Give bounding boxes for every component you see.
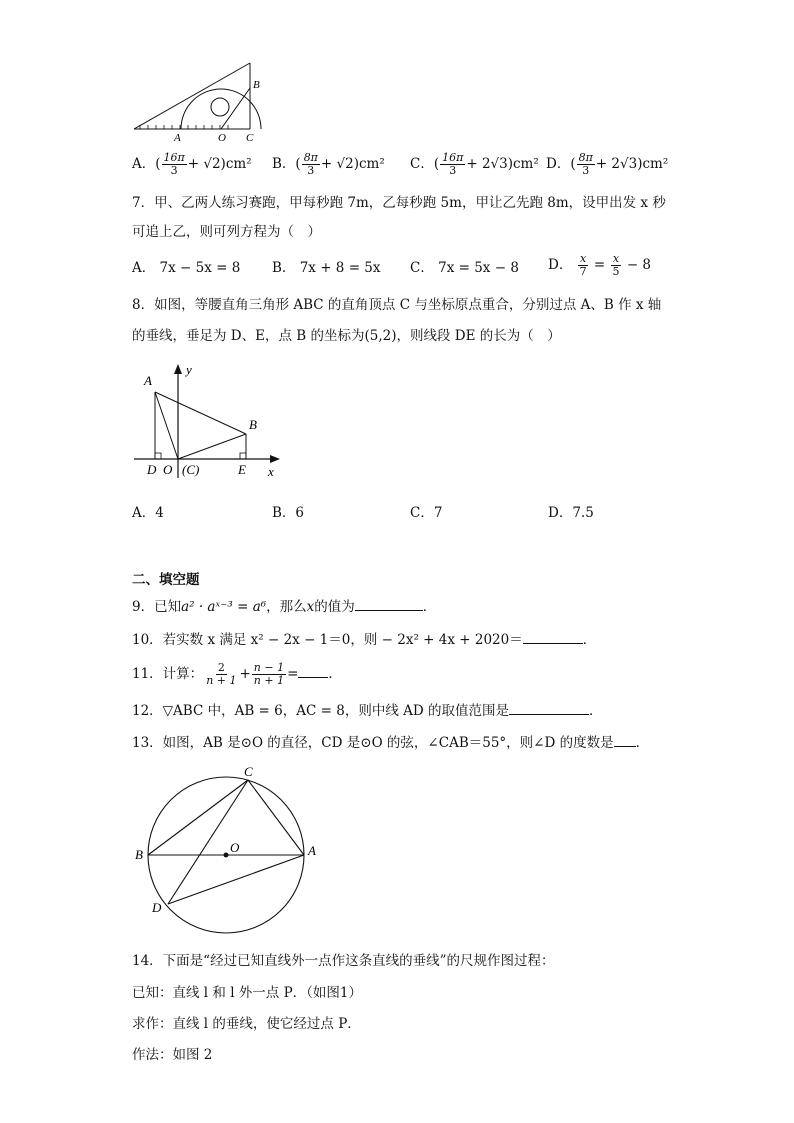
q8-label-e: E [238, 462, 246, 477]
q8-option-a[interactable]: A．4 [132, 505, 164, 521]
q10-text: 10．若实数 x 满足 x² − 2x − 1＝0，则 − 2x² + 4x + 2020＝ ． [132, 629, 596, 650]
q8-label-a: A [144, 373, 152, 388]
q7-option-b[interactable]: B． 7x + 8 = 5x [272, 260, 381, 276]
q6-label-o: O [218, 132, 226, 144]
q13-label-a: A [308, 843, 316, 858]
q14-text-line4: 作法：如图 2 [132, 1047, 213, 1063]
q14-text-line1: 14．下面是“经过已知直线外一点作这条直线的垂线”的尺规作图过程： [132, 953, 555, 969]
q8-option-d[interactable]: D．7.5 [548, 505, 594, 521]
q9-answer-blank[interactable] [355, 596, 423, 611]
q13-answer-blank[interactable] [614, 732, 636, 747]
q8-label-c: (C) [182, 462, 200, 477]
q13-figure-circle [130, 762, 330, 937]
q8-label-d: D [147, 462, 157, 477]
section-title-fill-in: 二、填空题 [132, 572, 200, 588]
q6-label-b: B [253, 79, 260, 91]
q6-option-d[interactable]: D．( $\frac{8\pi}{3}$ + 2√3)cm² [546, 151, 669, 177]
q8-label-y: y [186, 362, 192, 377]
q8-figure [130, 360, 290, 480]
q6-option-b[interactable]: B．( $\frac{8\pi}{3}$ + √2)cm² [272, 151, 385, 177]
q14-text-line2: 已知：直线 l 和 l 外一点 P．（如图1） [132, 985, 363, 1001]
q8-label-b: B [249, 417, 257, 432]
q8-label-x: x [268, 464, 274, 479]
q8-text-line1: 8．如图，等腰直角三角形 ABC 的直角顶点 C 与坐标原点重合，分别过点 A、B 作 x 轴 [132, 297, 662, 313]
q13-label-c: C [244, 764, 253, 779]
q7-option-a[interactable]: A． 7x − 5x = 8 [132, 260, 241, 276]
q6-figure [128, 58, 278, 144]
q9-text: 9．已知a² · aˣ⁻³ = a⁶，那么x的值为 ． [132, 596, 436, 617]
q13-label-o: O [230, 840, 240, 855]
q7-text-line2: 可追上乙，则可列方程为（ ） [132, 224, 321, 240]
q11-answer-blank[interactable] [298, 663, 328, 678]
q6-label-c: C [246, 132, 254, 144]
q13-text: 13．如图，AB 是⊙O 的直径，CD 是⊙O 的弦，∠CAB＝55°，则∠D 的度数是 ． [132, 732, 649, 753]
q13-label-d: D [152, 900, 162, 915]
q13-label-b: B [135, 847, 143, 862]
q7-option-d[interactable]: D． $\frac{x}{7}$ = $\frac{x}{5}$ − 8 [548, 252, 652, 278]
q10-answer-blank[interactable] [523, 629, 583, 644]
q6-option-c[interactable]: C．( $\frac{16\pi}{3}$ + 2√3)cm² [410, 151, 539, 177]
q11-text: 11．计算： $\frac{2}{n + 1}$ + $\frac{n - 1}{n + 1}$ = ． [132, 661, 342, 687]
q12-text: 12．▽ABC 中，AB = 6，AC = 8，则中线 AD 的取值范围是 ． [132, 700, 602, 721]
q8-text-line2: 的垂线，垂足为 D、E，点 B 的坐标为(5,2)，则线段 DE 的长为（ ） [132, 328, 561, 344]
q6-option-a[interactable]: A．( $\frac{16\pi}{3}$ + √2)cm² [132, 151, 252, 177]
q6-label-a: A [174, 132, 181, 144]
q8-option-b[interactable]: B．6 [272, 505, 305, 521]
q14-text-line3: 求作：直线 l 的垂线，使它经过点 P． [132, 1016, 361, 1032]
q12-answer-blank[interactable] [509, 700, 589, 715]
q7-option-c[interactable]: C． 7x = 5x − 8 [410, 260, 519, 276]
q8-label-o: O [163, 462, 173, 477]
q8-option-c[interactable]: C．7 [410, 505, 443, 521]
q7-text-line1: 7．甲、乙两人练习赛跑，甲每秒跑 7m，乙每秒跑 5m，甲让乙先跑 8m，设甲出发 x 秒 [132, 195, 666, 211]
